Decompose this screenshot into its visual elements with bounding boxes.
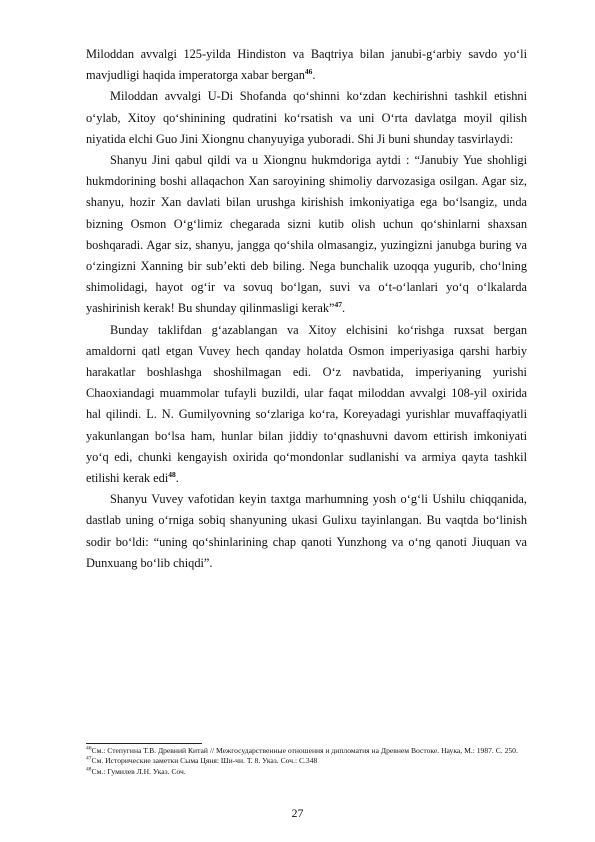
footnote-ref-48[interactable]: 48 [168,469,176,479]
footnote-text: См. Исторические заметки Сыма Цяня: Ши-чи. Т. 8. Указ. Соч.: С.348 [91,756,318,766]
paragraph-4-tail: . [175,471,179,486]
paragraph-3 [86,150,527,320]
footnote-text: См.: Степугина Т.В. Древний Китай // Межгосударственные отношения и дипломатия на Древнем Востоке. Наука, М.: 1987. С. 250. [91,746,518,755]
page-number: 27 [291,806,304,820]
footnote-number: 46 [86,745,92,752]
paragraph-4-text: Bunday taklifdan gʻazablangan va Xitoy elchisini koʻrishga ruxsat bergan amaldorni qatl etgan Vuvey hech qanday holatda Osmon imperiyasiga qarshi harbiy harakatlar boshlashga shoshilmagan edi. Oʻz navbatida, imperiyaning yurishi Chaoxiandagi muammolar tufayli buzildi, ular faqat miloddan avvalgi 108-yil oxirida hal qilindi. L. N. Gumilyovning soʻzlariga koʻra, Koreyadagi yurishlar muvaffaqiyatli yakunlangan boʻlsa ham, hunlar bilan jiddiy toʻqnashuvni davom ettirish imkoniyati yoʻq edi, chunki kengayish oxirida qoʻmondonlar sudlanishi va armiya qayta tashkil etilishi kerak edi [86,322,527,486]
footnote-46 [86,746,527,756]
paragraph-4 [86,320,527,490]
footnote-48 [86,767,527,777]
paragraph-1 [86,44,527,86]
paragraph-1-text: Miloddan avvalgi 125-yilda Hindiston va Baqtriya bilan janubi-gʻarbiy savdo yoʻli mavjudligi haqida imperatorga xabar bergan [86,47,527,83]
footnote-ref-46[interactable]: 46 [304,67,313,77]
paragraph-2-text: Miloddan avvalgi U-Di Shofanda qoʻshinni koʻzdan kechirishni tashkil etishni oʻylab, Xitoy qoʻshinining qudratini koʻrsatish va uni Oʻrta davlatga moyil qilish niyatida elchi Guo Jini Xiongnu chanyuyiga yuboradi. Shi Ji buni shunday tasvirlaydi: [86,89,527,146]
footnotes [86,746,527,777]
paragraph-5-text: Shanyu Vuvey vafotidan keyin taxtga marhumning yosh oʻgʻli Ushilu chiqqanida, dastlab uning oʻrniga sobiq shanyuning ukasi Gulixu tayinlangan. Bu vaqtda boʻlinish sodir boʻldi: “uning qoʻshinlarining chap qanoti Yunzhong va oʻng qanoti Jiuquan va Dunxuang boʻlib chiqdi”. [86,492,527,570]
footnote-47 [86,756,527,766]
footnote-number: 47 [86,755,92,762]
paragraph-3-tail: . [342,301,346,316]
footnote-ref-47[interactable]: 47 [334,300,343,310]
footnote-text: См.: Гумилев Л.Н. Указ. Соч. [91,766,186,776]
footnote-separator [86,743,202,744]
body-text [86,44,527,574]
paragraph-2 [86,86,527,150]
paragraph-5 [86,489,527,574]
paragraph-3-text: Shanyu Jini qabul qildi va u Xiongnu hukmdoriga aytdi : “Janubiy Yue shohligi hukmdorining boshi allaqachon Xan saroyining shimoliy darvozasiga osilgan. Agar siz, shanyu, hozir Xan davlati bilan urushga kirishish imkoniyatiga ega boʻlsangiz, unda bizning Osmon Oʻgʻlimiz chegarada sizni kutib olish uchun qoʻshinlarni shaxsan boshqaradi. Agar siz, shanyu, jangga qoʻshila olmasangiz, yuzingizni janubga buring va oʻzingizni Xanning bir subʼekti deb biling. Nega bunchalik uzoqqa yugurib, choʻlning shimolidagi, hayot ogʻir va sovuq boʻlgan, suvi va oʻt-oʻlanlari yoʻq oʻlkalarda yashirinish kerak! Bu shunday qilinmasligi kerak” [86,153,527,316]
footnote-number: 48 [86,766,92,773]
paragraph-1-tail: . [312,68,316,83]
